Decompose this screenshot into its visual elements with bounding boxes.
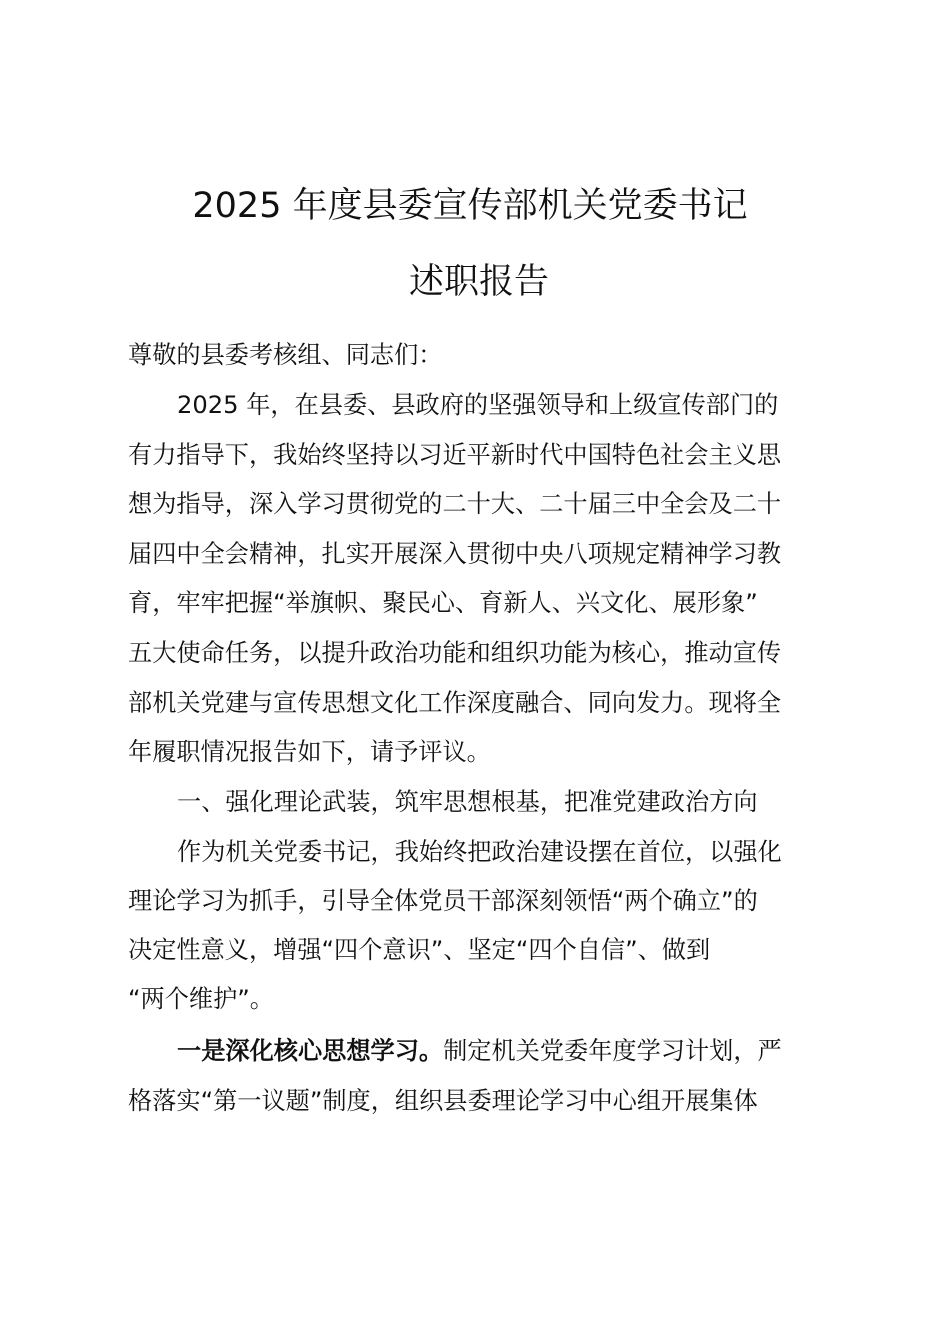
item-1-bold-lead: 一是深化核心思想学习。 bbox=[177, 1037, 444, 1065]
salutation: 尊敬的县委考核组、同志们： bbox=[128, 341, 443, 369]
paragraph-line: 届四中全会精神，扎实开展深入贯彻中央八项规定精神学习教 bbox=[128, 540, 782, 568]
paragraph-line: 决定性意义，增强“四个意识”、坚定“四个自信”、做到 bbox=[128, 936, 711, 964]
paragraph-line: “两个维护”。 bbox=[128, 985, 274, 1013]
paragraph-line: 部机关党建与宣传思想文化工作深度融合、同向发力。现将全 bbox=[128, 689, 782, 717]
paragraph-line: 理论学习为抓手，引导全体党员干部深刻领悟“两个确立”的 bbox=[128, 887, 758, 915]
document-title-line-1: 2025 年度县委宣传部机关党委书记 bbox=[192, 186, 748, 226]
paragraph-line bbox=[177, 1036, 887, 1066]
paragraph-line: 格落实“第一议题”制度，组织县委理论学习中心组开展集体 bbox=[128, 1087, 758, 1115]
paragraph-line: 想为指导，深入学习贯彻党的二十大、二十届三中全会及二十 bbox=[128, 490, 782, 518]
paragraph-line: 五大使命任务，以提升政治功能和组织功能为核心，推动宣传 bbox=[128, 639, 782, 667]
item-1-text: 制定机关党委年度学习计划，严 bbox=[443, 1037, 782, 1065]
paragraph-line: 有力指导下，我始终坚持以习近平新时代中国特色社会主义思 bbox=[128, 441, 782, 469]
section-1-heading: 一、强化理论武装，筑牢思想根基，把准党建政治方向 bbox=[177, 788, 758, 816]
paragraph-line: 作为机关党委书记，我始终把政治建设摆在首位，以强化 bbox=[177, 838, 782, 866]
paragraph-line: 年履职情况报告如下，请予评议。 bbox=[128, 738, 491, 766]
document-title-line-2: 述职报告 bbox=[408, 262, 549, 302]
paragraph-line: 2025 年，在县委、县政府的坚强领导和上级宣传部门的 bbox=[177, 391, 779, 419]
paragraph-line: 育，牢牢把握“举旗帜、聚民心、育新人、兴文化、展形象” bbox=[128, 589, 758, 617]
